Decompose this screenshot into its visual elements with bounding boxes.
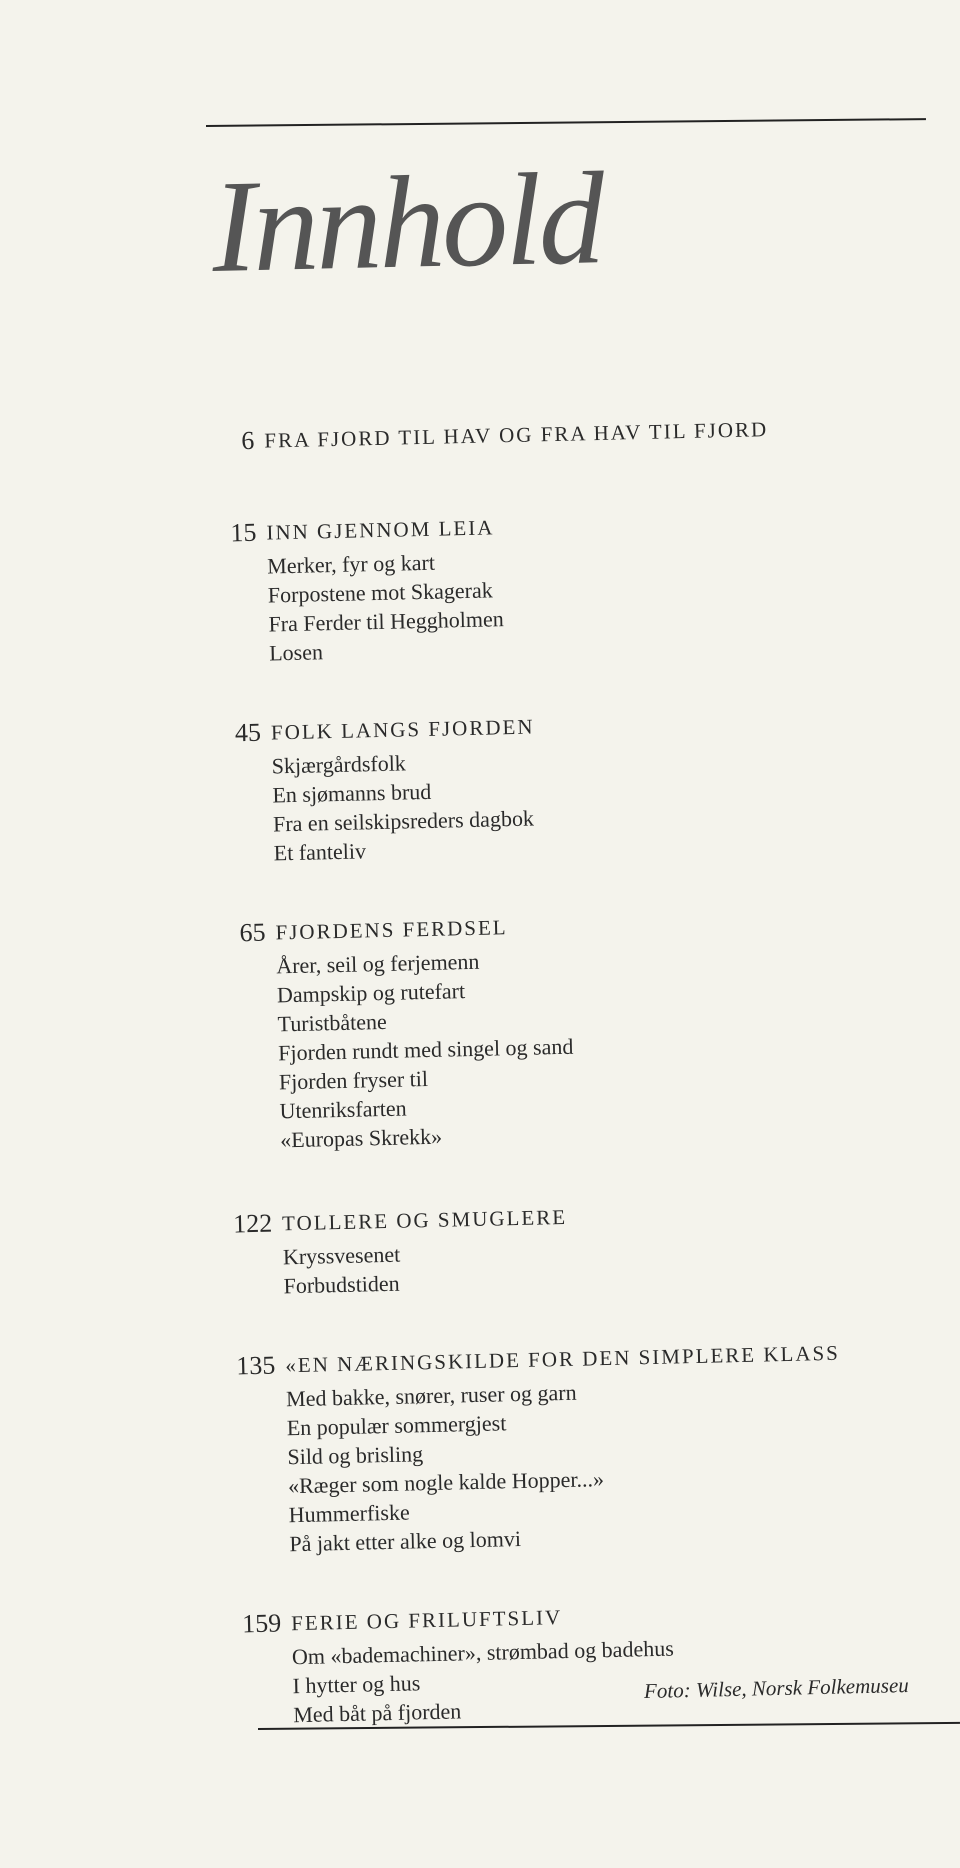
- section-item: Fra Ferder til Heggholmen: [268, 606, 504, 637]
- top-rule: [206, 118, 926, 127]
- section-page-number: 65: [239, 917, 266, 948]
- section-item-list: [271, 736, 960, 868]
- section-item: Om «bademachiner», strømbad og badehus: [291, 1635, 674, 1670]
- section-item: Forbudstiden: [283, 1270, 400, 1299]
- section-heading: FERIE OG FRILUFTSLIV: [290, 1605, 563, 1636]
- section-item-list: [267, 536, 960, 668]
- section-heading: FRA FJORD TIL HAV OG FRA HAV TIL FJORD: [264, 417, 769, 453]
- section-page-number: 45: [234, 717, 262, 748]
- section-heading: TOLLERE OG SMUGLERE: [281, 1204, 568, 1236]
- section-item: Fjorden rundt med singel og sand: [277, 1033, 574, 1066]
- section-item: «Europas Skrekk»: [279, 1123, 443, 1153]
- toc-section: [200, 408, 960, 459]
- section-heading: FOLK LANGS FJORDEN: [270, 714, 535, 745]
- section-page-number: 15: [230, 517, 257, 548]
- section-item: Turistbåtene: [277, 1008, 388, 1037]
- toc-section: [221, 1333, 960, 1560]
- section-item: I hytter og hus: [292, 1670, 421, 1699]
- section-page-number: 6: [241, 425, 255, 456]
- section-item: Med båt på fjorden: [293, 1698, 462, 1728]
- section-heading: FJORDENS FERDSEL: [275, 915, 508, 945]
- section-page-number: 122: [232, 1208, 273, 1239]
- section-item: Forpostene mot Skagerak: [267, 577, 493, 608]
- section-heading: «EN NÆRINGSKILDE FOR DEN SIMPLERE KLASS: [285, 1340, 841, 1378]
- section-item: På jakt etter alke og lomvi: [289, 1526, 522, 1557]
- section-item: «Ræger som nogle kalde Hopper...»: [287, 1466, 605, 1499]
- page-title: Innhold: [210, 144, 604, 300]
- section-item-list: [286, 1369, 960, 1559]
- table-of-contents: [200, 408, 960, 1731]
- section-heading: INN GJENNOM LEIA: [266, 515, 495, 545]
- section-item: Årer, seil og ferjemenn: [276, 948, 480, 979]
- section-item: Fra en seilskipsreders dagbok: [272, 805, 535, 837]
- toc-section: [218, 1191, 960, 1302]
- toc-section: [202, 500, 960, 669]
- section-page-number: 159: [241, 1608, 282, 1639]
- toc-section: [227, 1590, 960, 1730]
- section-item: En populær sommergjest: [286, 1410, 507, 1441]
- toc-section: [207, 700, 960, 869]
- section-item: Hummerfiske: [288, 1499, 410, 1528]
- section-item: Kryssvesenet: [282, 1241, 401, 1270]
- section-item-list: [276, 936, 960, 1155]
- section-item: Dampskip og rutefart: [276, 978, 466, 1008]
- section-item: Sild og brisling: [287, 1441, 424, 1470]
- section-item: Utenriksfarten: [279, 1095, 407, 1124]
- toc-section: [211, 900, 960, 1156]
- section-item: Skjærgårdsfolk: [271, 750, 407, 779]
- photo-credit: Foto: Wilse, Norsk Folkemuseu: [643, 1672, 910, 1704]
- section-item: En sjømanns brud: [272, 778, 432, 808]
- section-item: Losen: [268, 639, 324, 666]
- section-item: Fjorden fryser til: [278, 1065, 429, 1095]
- section-item: Merker, fyr og kart: [266, 549, 436, 579]
- section-item: Et fanteliv: [273, 838, 367, 866]
- section-item: Med bakke, snører, ruser og garn: [285, 1379, 577, 1412]
- section-page-number: 135: [236, 1350, 276, 1381]
